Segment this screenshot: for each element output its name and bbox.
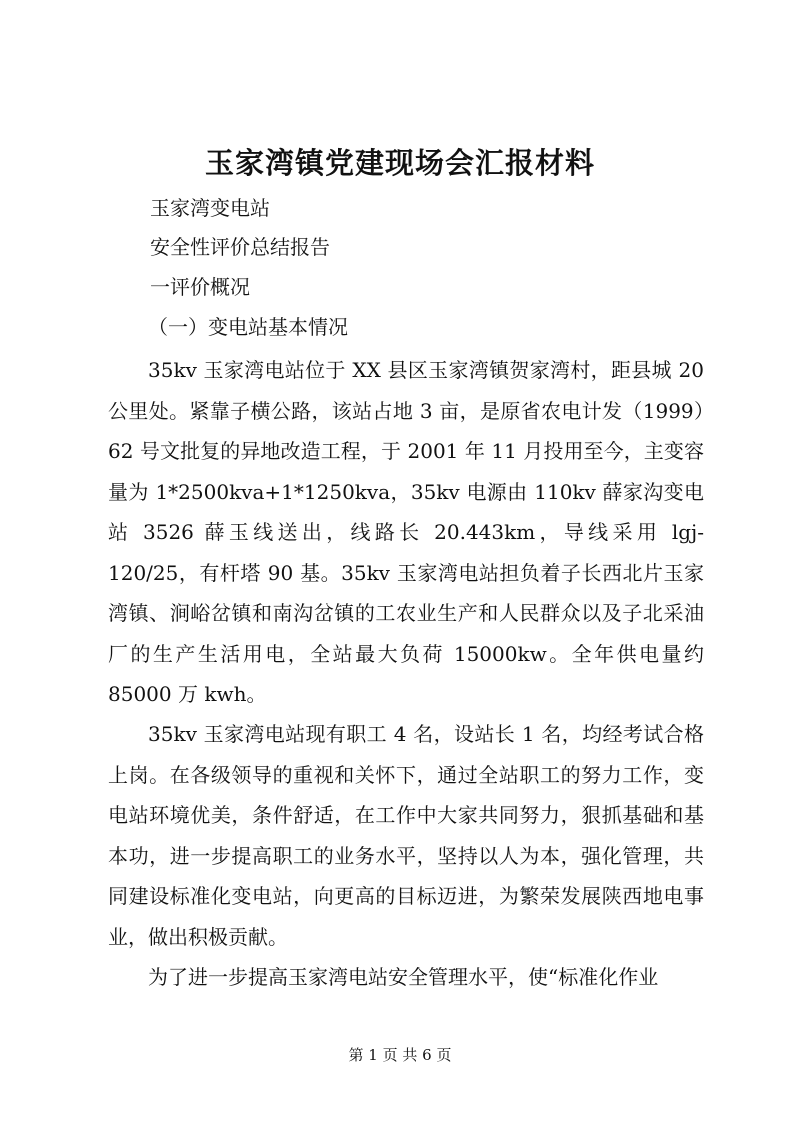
heading-subsection-basic-info: （一）变电站基本情况 [148, 315, 348, 339]
paragraph-safety-management: 为了进一步提高玉家湾电站安全管理水平，使“标准化作业 [148, 965, 659, 989]
document-title: 玉家湾镇党建现场会汇报材料 [204, 146, 595, 180]
paragraph-station-overview: 35kv 玉家湾电站位于 XX 县区玉家湾镇贺家湾村，距县城 20 公里处。紧靠子横公路，该站占地 3 亩，是原省农电计发（1999）62 号文批复的异地改造工程，于 2001 年 11 月投用至今，主变容量为 1*2500kva+1*1250kva，35kv 电源由 110kv 薛家沟变电站 3526 薛玉线送出，线路长 20.443km，导线采用 lgj-120/25，有杆塔 90 基。35kv 玉家湾电站担负着子长西北片玉家湾镇、涧峪岔镇和南沟岔镇的工农业生产和人民群众以及子北采油厂的生产生活用电，全站最大负荷 15000kw。全年供电量约 85000 万 kwh。 [108, 358, 704, 706]
heading-report-title: 安全性评价总结报告 [150, 235, 330, 259]
heading-station-name: 玉家湾变电站 [150, 196, 270, 220]
page-number-footer: 第 1 页 共 6 页 [348, 1046, 452, 1064]
heading-section-overview: 一评价概况 [150, 275, 250, 299]
paragraph-staff: 35kv 玉家湾电站现有职工 4 名，设站长 1 名，均经考试合格上岗。在各级领导的重视和关怀下，通过全站职工的努力工作，变电站环境优美，条件舒适，在工作中大家共同努力，狠抓基础和基本功，进一步提高职工的业务水平，坚持以人为本，强化管理，共同建设标准化变电站，向更高的目标迈进，为繁荣发展陕西地电事业，做出积极贡献。 [108, 722, 704, 949]
